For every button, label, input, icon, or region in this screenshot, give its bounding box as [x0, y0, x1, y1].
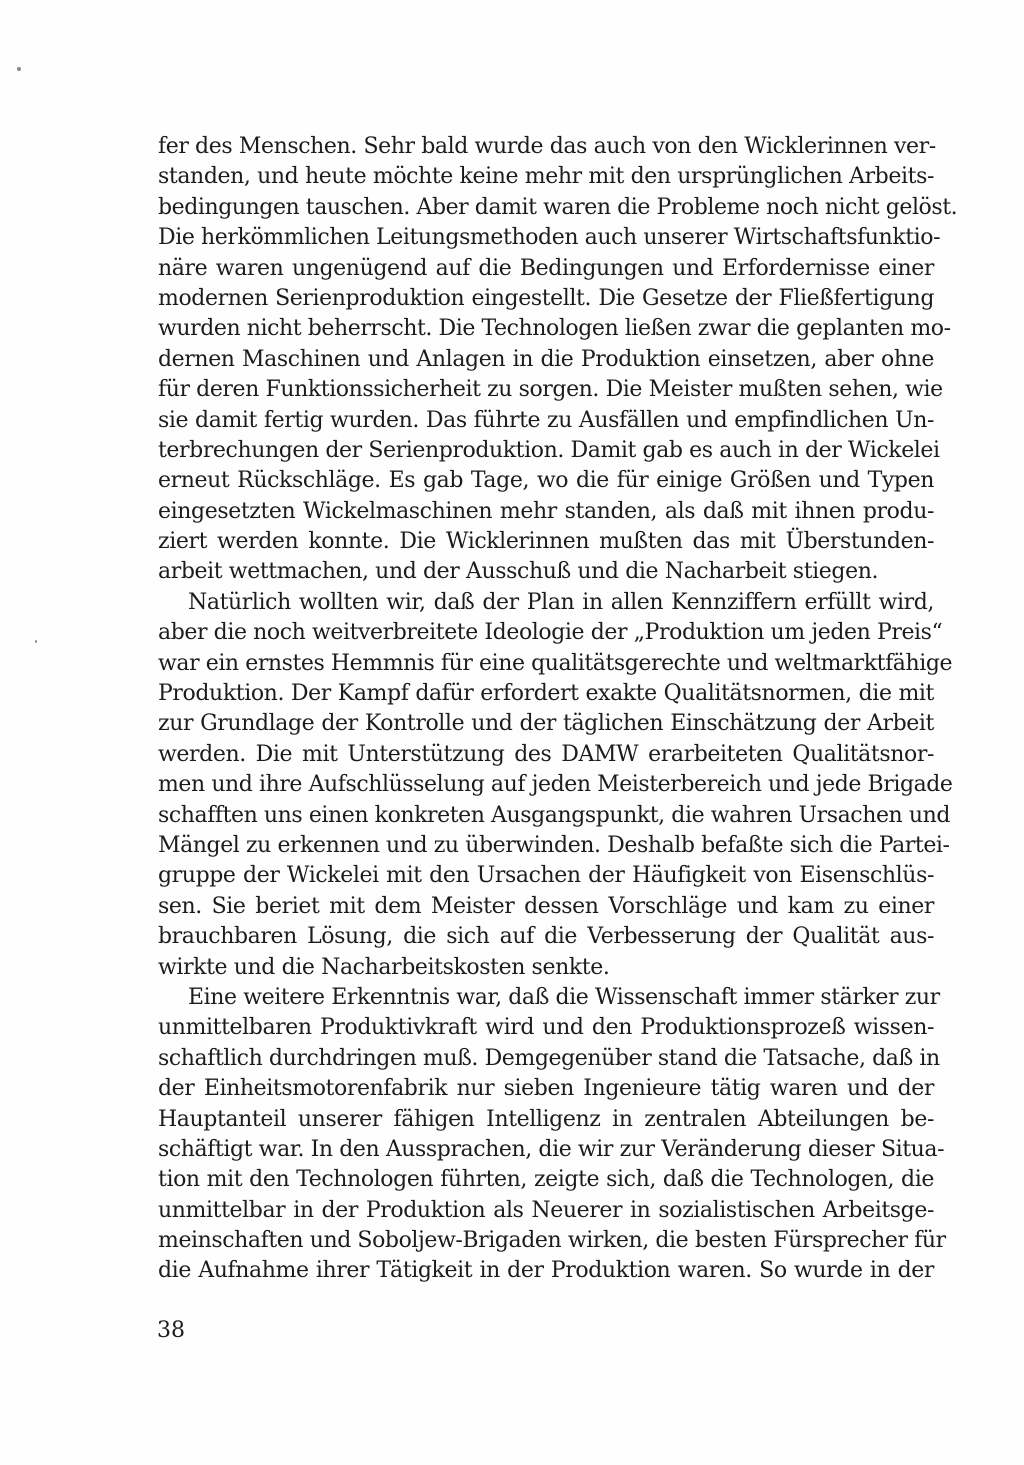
text-line: sen. Sie beriet mit dem Meister dessen Vorschläge und kam zu einer: [158, 893, 934, 919]
text-line: werden. Die mit Unterstützung des DAMW erarbeiteten Qualitätsnor-: [158, 741, 934, 767]
text-line: terbrechungen der Serienproduktion. Damit gab es auch in der Wickelei: [158, 437, 940, 463]
text-line: bedingungen tauschen. Aber damit waren die Probleme noch nicht gelöst.: [158, 194, 958, 220]
text-line: Hauptanteil unserer fähigen Intelligenz in zentralen Abteilungen be-: [158, 1106, 934, 1132]
text-line: eingesetzten Wickelmaschinen mehr standen, als daß mit ihnen produ-: [158, 498, 934, 524]
text-line: fer des Menschen. Sehr bald wurde das auch von den Wicklerinnen ver-: [158, 134, 936, 159]
text-line: für deren Funktionssicherheit zu sorgen. Die Meister mußten sehen, wie: [158, 377, 943, 403]
text-line: sie damit fertig wurden. Das führte zu Ausfällen und empfindlichen Un-: [158, 407, 934, 433]
text-line: dernen Maschinen und Anlagen in die Produktion einsetzen, aber ohne: [158, 346, 934, 372]
text-line: Natürlich wollten wir, daß der Plan in allen Kennziffern erfüllt wird,: [188, 589, 934, 615]
text-line: arbeit wettmachen, und der Ausschuß und die Nacharbeit stiegen.: [158, 559, 879, 585]
text-line: standen, und heute möchte keine mehr mit den ursprünglichen Arbeits-: [158, 164, 934, 190]
text-line: wurden nicht beherrscht. Die Technologen ließen zwar die geplanten mo-: [158, 316, 951, 342]
text-line: unmittelbaren Produktivkraft wird und den Produktionsprozeß wissen-: [158, 1015, 934, 1041]
text-line: Eine weitere Erkenntnis war, daß die Wissenschaft immer stärker zur: [188, 984, 940, 1010]
text-line: wirkte und die Nacharbeitskosten senkte.: [158, 954, 610, 980]
text-line: modernen Serienproduktion eingestellt. Die Gesetze der Fließfertigung: [158, 285, 934, 311]
text-line: ziert werden konnte. Die Wicklerinnen mußten das mit Überstunden-: [158, 529, 934, 555]
scan-speck: [35, 640, 37, 643]
text-line: schaftlich durchdringen muß. Demgegenüber stand die Tatsache, daß in: [158, 1045, 940, 1071]
text-line: zur Grundlage der Kontrolle und der täglichen Einschätzung der Arbeit: [158, 711, 934, 737]
text-line: Produktion. Der Kampf dafür erfordert exakte Qualitätsnormen, die mit: [158, 681, 934, 707]
page-number: 38: [157, 1318, 185, 1343]
scan-speck: [17, 67, 21, 71]
text-line: unmittelbar in der Produktion als Neuerer in sozialistischen Arbeitsge-: [158, 1197, 934, 1223]
text-line: men und ihre Aufschlüsselung auf jeden Meisterbereich und jede Brigade: [158, 772, 953, 798]
text-line: brauchbaren Lösung, die sich auf die Verbesserung der Qualität aus-: [158, 924, 934, 950]
body-text: [158, 132, 958, 1287]
text-line: aber die noch weitverbreitete Ideologie der „Produktion um jeden Preis“: [158, 620, 943, 646]
text-line: war ein ernstes Hemmnis für eine qualitätsgerechte und weltmarktfähige: [158, 650, 953, 676]
text-line: gruppe der Wickelei mit den Ursachen der Häufigkeit von Eisenschlüs-: [158, 863, 934, 889]
text-line: erneut Rückschläge. Es gab Tage, wo die für einige Größen und Typen: [158, 468, 934, 494]
text-line: Mängel zu erkennen und zu überwinden. Deshalb befaßte sich die Partei-: [158, 832, 950, 858]
text-line: näre waren ungenügend auf die Bedingungen und Erfordernisse einer: [158, 255, 934, 281]
text-line: meinschaften und Soboljew-Brigaden wirken, die besten Fürsprecher für: [158, 1228, 946, 1254]
text-line: der Einheitsmotorenfabrik nur sieben Ingenieure tätig waren und der: [158, 1076, 934, 1102]
text-line: schäftigt war. In den Aussprachen, die wir zur Veränderung dieser Situa-: [158, 1136, 945, 1162]
text-line: die Aufnahme ihrer Tätigkeit in der Produktion waren. So wurde in der: [158, 1258, 934, 1284]
text-line: tion mit den Technologen führten, zeigte sich, daß die Technologen, die: [158, 1167, 934, 1193]
text-line: schafften uns einen konkreten Ausgangspunkt, die wahren Ursachen und: [158, 802, 950, 828]
text-line: Die herkömmlichen Leitungsmethoden auch unserer Wirtschaftsfunktio-: [158, 225, 941, 251]
